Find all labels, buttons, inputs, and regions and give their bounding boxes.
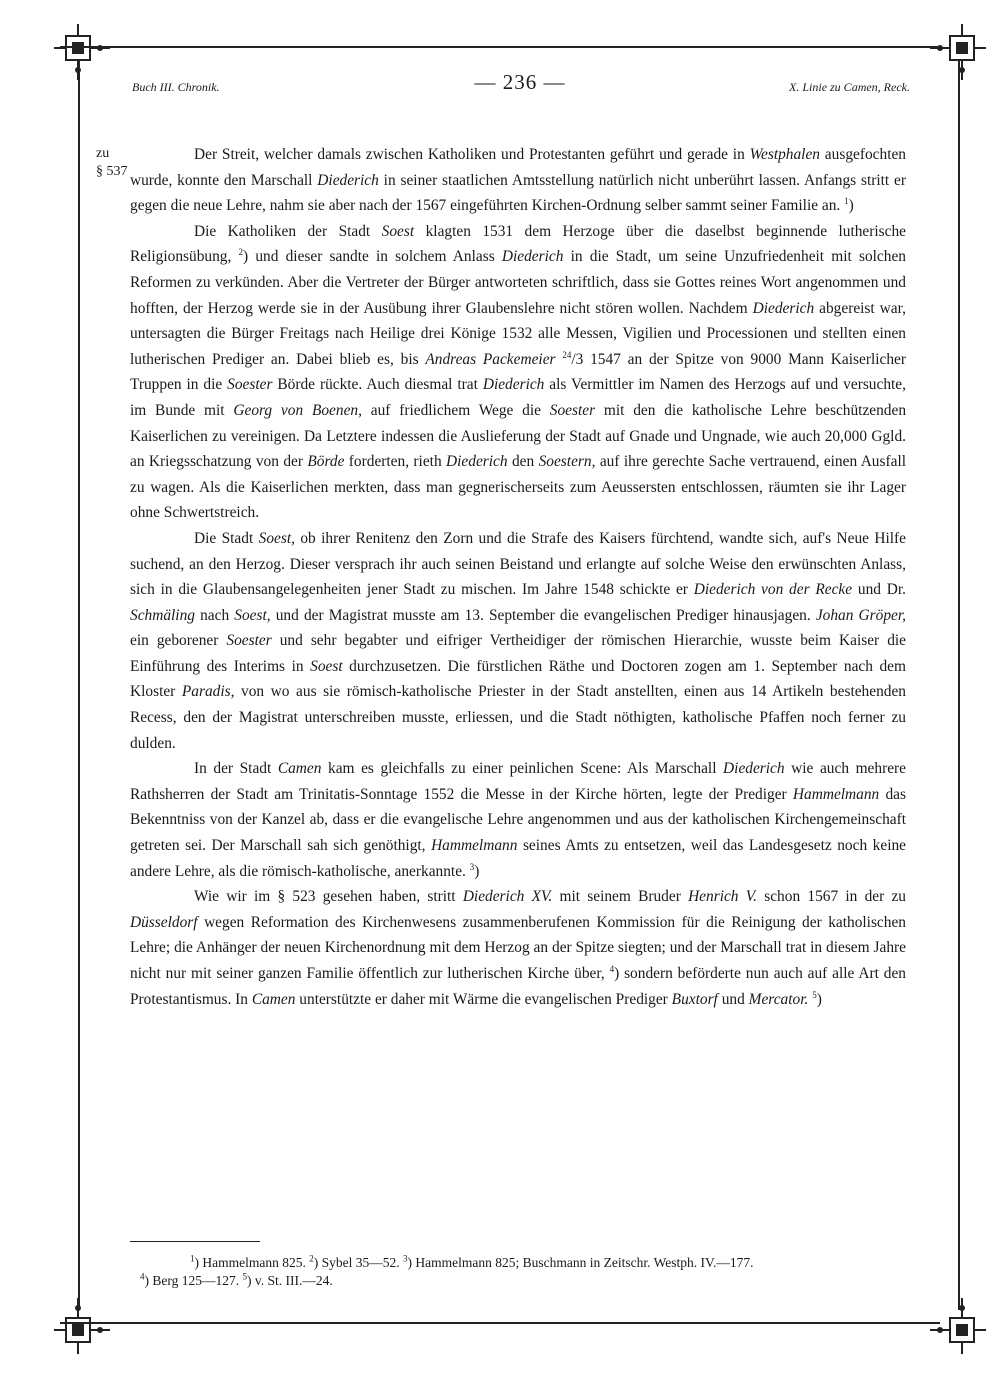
italic-name: Soestern, — [538, 453, 596, 471]
text-run: ) Hammelmann 825; Buschmann in Zeitschr. Westph. IV.—177. — [407, 1255, 754, 1270]
footnote-reference: 24 — [562, 349, 572, 360]
text-run: /3 1547 an der Spitze von 9000 Mann Kaiserlicher Truppen in die — [130, 350, 906, 394]
corner-ornament-icon — [52, 1296, 112, 1356]
text-run: ) — [848, 197, 854, 215]
italic-name: Westphalen — [749, 146, 820, 163]
text-run: von wo aus sie römisch-katholische Priester in der Stadt anstellten, einen aus 14 Artikeln bestehenden Recess, den der Magistrat unterschreiben musste, erliessen, und die Stadt nöthigten, katholische Pfaffen noch ferner zu dulden. — [130, 683, 906, 752]
footnote-reference: 3 — [402, 1253, 408, 1264]
header-book-title: Buch III. Chronik. — [132, 80, 220, 94]
italic-name: Diederich von der Recke — [693, 581, 853, 599]
italic-name: Henrich V. — [688, 888, 757, 906]
margin-note-line: § 537 — [96, 164, 128, 179]
footnotes — [140, 1254, 910, 1290]
text-run: wegen Reformation des Kirchenwesens zusammenberufenen Kommission für die Reinigung der katholischen Lehre; die Anhänger der neuen Kirchenordnung mit dem Herzog an der Spitze siegten; und der Marschall trat in diesem Jahre nicht nur mit seiner ganzen Familie öffentlich zur lutherischen Kirche über, — [130, 913, 906, 982]
italic-name: Buxtorf — [671, 990, 718, 1008]
italic-name: Paradis, — [181, 683, 235, 701]
corner-ornament-icon — [928, 1296, 988, 1356]
footnote-reference: 1 — [844, 196, 849, 207]
frame-left-rule — [78, 60, 80, 1310]
italic-name: Schmäling — [130, 606, 195, 624]
corner-ornament-icon — [928, 22, 988, 82]
paragraph — [130, 142, 906, 219]
text-run: und — [717, 990, 749, 1008]
text-run: kam es gleichfalls zu einer peinlichen Scene: Als Marschall — [321, 760, 724, 778]
margin-note-line: zu — [96, 146, 110, 161]
footnote-line — [140, 1272, 910, 1290]
italic-name: Soest — [381, 222, 415, 240]
frame-right-rule — [958, 60, 960, 1310]
text-run: mit den die katholische Lehre beschützenden Kaiserlichen zu vereinigen. Da Letztere indessen die Auslieferung der Stadt auf Gnade und Ungnade, wie auch 20,000 Ggld. an Kriegsschatzung von der — [130, 401, 907, 471]
text-run: und sehr begabter und eifriger Vertheidiger der römischen Hierarchie, wusste beim Kaiser die Einführung des Interims in — [130, 632, 906, 675]
text-run: den — [507, 453, 539, 471]
text-run: durchzusetzen. Die fürstlichen Räthe und Doctoren zogen am 1. September nach dem Kloster — [130, 657, 906, 701]
footnote-reference: 4 — [140, 1271, 145, 1282]
text-run: nach — [194, 606, 235, 624]
text-run: seines Amts zu entsetzen, weil das Landesgesetz noch keine andere Lehre, als die römisch-katholische, anerkannte. — [130, 837, 907, 880]
text-run: ausgefochten wurde, konnte den Marschall — [130, 146, 906, 189]
footnote-reference: 2 — [309, 1253, 314, 1264]
frame-top-rule — [60, 46, 940, 48]
footnote-reference: 5 — [812, 989, 817, 1000]
text-run: abgereist war, untersagten die Bürger Freitags nach Heilige drei Könige 1532 alle Messen, Vigilien und Processionen und stellten einen lutherischen Prediger an. Dabei blieb es, bis — [130, 299, 906, 368]
italic-name: Hammelmann — [431, 837, 518, 855]
footnote-rule — [130, 1241, 260, 1242]
text-run: ) Berg 125—127. — [144, 1273, 243, 1288]
footnote-line — [140, 1254, 910, 1272]
paragraph — [130, 756, 906, 884]
frame-bottom-rule — [60, 1322, 940, 1324]
italic-name: Soester — [227, 376, 273, 394]
text-run: und Dr. — [852, 581, 906, 599]
text-run: unterstützte er daher mit Wärme die evangelischen Prediger — [295, 990, 672, 1008]
paragraph — [130, 884, 906, 1012]
paragraph — [130, 526, 906, 756]
text-run: in seiner staatlichen Amtsstellung natürlich nicht unberührt lassen. Anfangs stritt er gegen die neue Lehre, nahm sie aber nach der 1567 eingeführten Kirchen-Ordnung selber sammt seiner Familie an. — [130, 171, 906, 215]
corner-ornament-icon — [52, 22, 112, 82]
italic-name: Soester — [226, 632, 272, 650]
italic-name: Diederich — [482, 376, 545, 394]
paragraph — [130, 219, 906, 526]
running-header — [130, 70, 910, 100]
text-run: ) sondern beförderte nun auch auf alle Art den Protestantismus. In — [130, 965, 906, 1008]
italic-name: Soest, — [234, 606, 271, 624]
italic-name: Diederich — [317, 171, 379, 189]
italic-name: Soest — [310, 657, 343, 675]
page-number: — 236 — — [474, 70, 566, 94]
italic-name: Hammelmann — [792, 785, 880, 803]
text-run: Die Katholiken der Stadt — [194, 222, 382, 240]
text-run: auf ihre gerechte Sache vertrauend, einen Ausfall zu wagen. Als die Kaiserlichen merkten, dass man gegnerischerseits zum Aeussersten entschlossen, räumten sie ihr Lager ohne Schwertstreich. — [130, 453, 906, 522]
text-run: schon 1567 in der zu — [757, 888, 907, 906]
text-run: ) — [816, 990, 822, 1008]
italic-name: Johan Gröper, — [815, 606, 907, 624]
text-run: ) und dieser sandte in solchem Anlass — [243, 248, 502, 266]
text-run: wie auch mehrere Rathsherren der Stadt am Trinitatis-Sonntage 1552 die Messe in der Kirche hörten, legte der Prediger — [130, 760, 906, 803]
text-run: Der Streit, welcher damals zwischen Katholiken und Protestanten geführt und gerade in — [194, 146, 750, 163]
italic-name: Mercator. — [748, 990, 809, 1008]
italic-name: Diederich XV. — [462, 888, 553, 906]
text-run: in die Stadt, um seine Unzufriedenheit mit solchen Reformen zu verkünden. Aber die Vertreter der Bürger antworteten schriftlich, dass sie Gottes reines Wort angenommen und hofften, der Herzog werde sie in der Ausübung ihrer Glaubenslehre nicht stören wollen. Nachdem — [130, 248, 906, 317]
italic-name: Diederich — [752, 299, 815, 317]
text-run: und der Magistrat musste am 13. September die evangelischen Prediger hinausjagen. — [270, 606, 816, 624]
italic-name: Soest, — [258, 529, 295, 547]
header-section-title: X. Linie zu Camen, Reck. — [789, 80, 910, 94]
text-run: ) — [474, 862, 480, 880]
text-run: ) Sybel 35—52. — [313, 1255, 403, 1270]
body-text — [130, 142, 906, 1012]
italic-name: Georg von Boenen, — [233, 401, 362, 419]
italic-name: Andreas Packemeier — [425, 350, 556, 368]
italic-name: Diederich — [501, 248, 564, 266]
footnote-reference: 4 — [609, 963, 615, 974]
text-run: klagten 1531 dem Herzoge über die daselbst beginnende lutherische Religionsübung, — [130, 222, 906, 266]
text-run: forderten, rieth — [344, 453, 447, 471]
text-run: ein geborener — [130, 632, 227, 650]
italic-name: Düsseldorf — [130, 913, 198, 931]
text-run: als Vermittler im Namen des Herzogs auf und versuchte, im Bunde mit — [130, 376, 906, 419]
italic-name: Soester — [549, 401, 596, 419]
text-run: ) Hammelmann 825. — [194, 1255, 310, 1270]
text-run: auf friedlichem Wege die — [361, 401, 550, 419]
italic-name: Camen — [277, 760, 322, 778]
text-run: In der Stadt — [194, 760, 278, 778]
text-run: Börde rückte. Auch diesmal trat — [272, 376, 483, 394]
text-run: Wie wir im § 523 gesehen haben, stritt — [194, 888, 463, 906]
footnote-reference: 1 — [190, 1253, 195, 1264]
italic-name: Camen — [251, 990, 296, 1008]
italic-name: Diederich — [723, 760, 785, 778]
footnote-reference: 5 — [242, 1271, 247, 1282]
italic-name: Diederich — [446, 453, 508, 471]
italic-name: Börde — [307, 453, 345, 471]
footnote-reference: 3 — [469, 861, 475, 872]
text-run: ob ihrer Renitenz den Zorn und die Strafe des Kaisers fürchtend, wandte sich, auf's Neue Hilfe suchend, an den Herzog. Dieser versprach ihr auch seinen Beistand und erlangte auf solche Weise den erwünschten Anlass, sich in die Glaubensangelegenheiten jener Stadt zu mischen. Im Jahre 1548 schickte er — [130, 529, 906, 599]
text-run: mit seinem Bruder — [552, 888, 689, 906]
text-run: ) v. St. III.—24. — [247, 1273, 333, 1288]
text-run: das Bekenntniss von der Kanzel ab, dass er die evangelische Lehre angenommen und aus der katholischen Kirchengemeinschaft getreten sei. Der Marschall sah sich genöthigt, — [130, 785, 906, 855]
footnote-reference: 2 — [238, 247, 244, 258]
text-run: Die Stadt — [194, 529, 259, 547]
